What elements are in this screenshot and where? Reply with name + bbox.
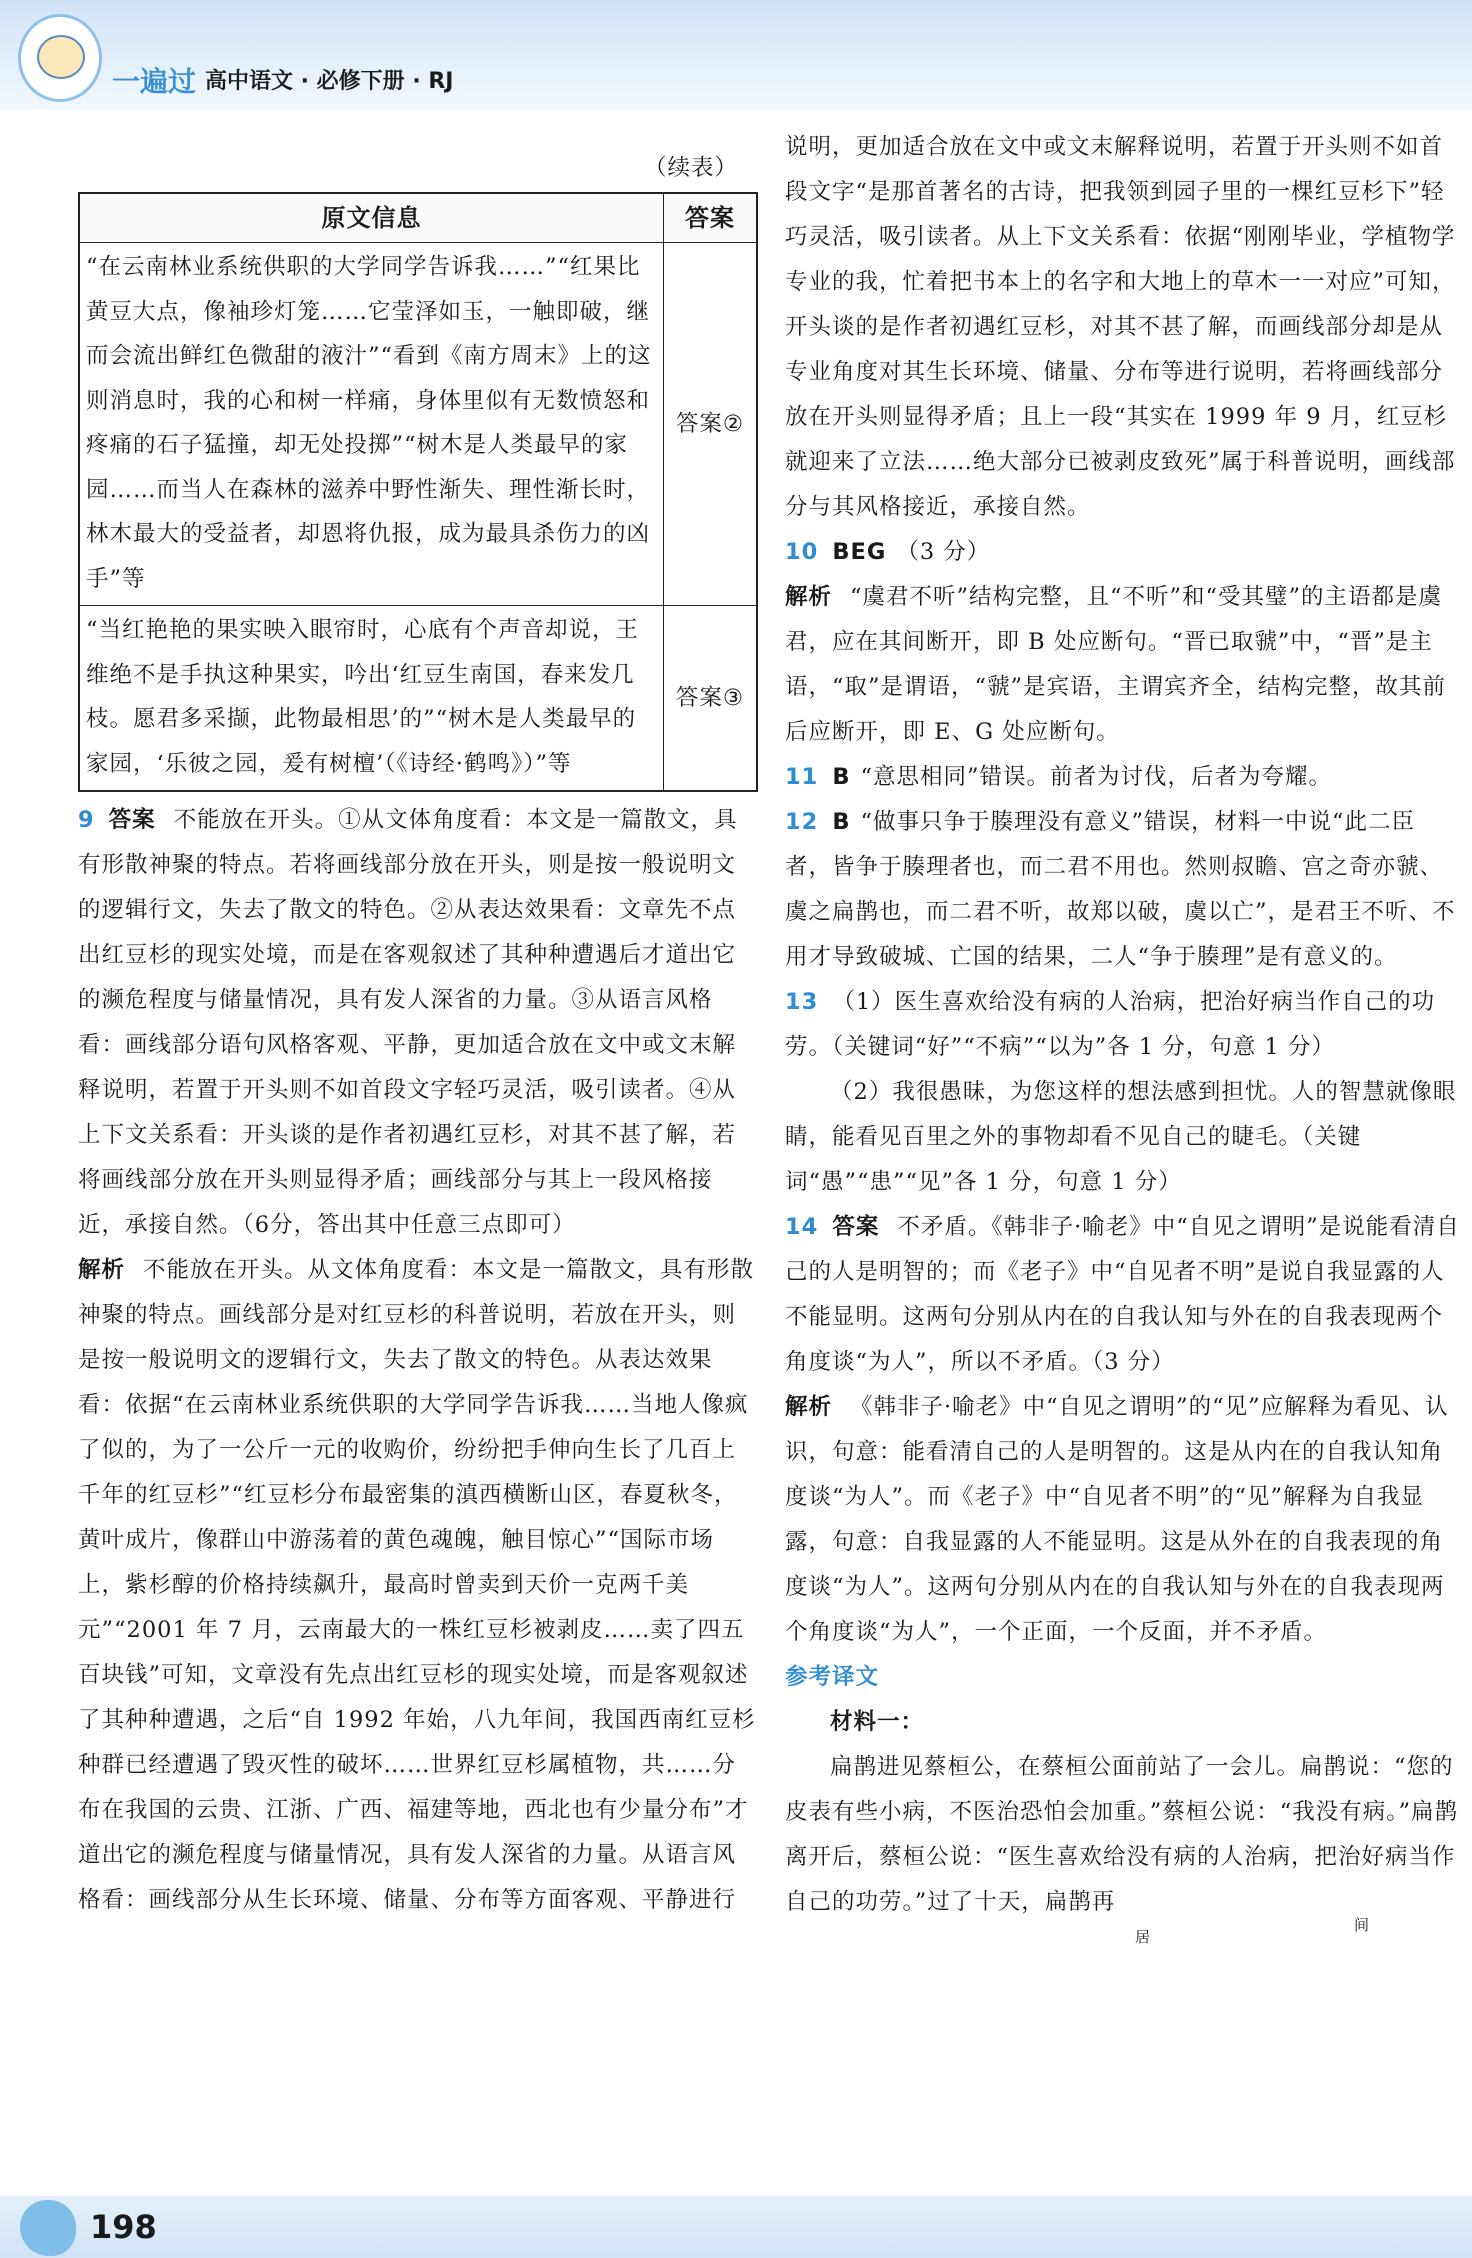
right-column xyxy=(785,125,1460,1949)
q9-analysis-continued: 说明，更加适合放在文中或文末解释说明，若置于开头则不如首段文字“是那首著名的古诗，把我领到园子里的一棵红豆杉下”轻巧灵活，吸引读者。从上下文关系看：依据“刚刚毕业，学植物学专业的我，忙着把书本上的名字和大地上的草木一一对应”可知，开头谈的是作者初遇红豆杉，对其不甚了解，而画线部分却是从专业角度对其生长环境、储量、分布等进行说明，若将画线部分放在开头则显得矛盾；且上一段“其实在 1999 年 9 月，红豆杉就迎来了立法……绝大部分已被剥皮致死”属于科普说明，画线部分与其风格接近，承接自然。 xyxy=(785,134,1456,520)
table-cell-answer: 答案③ xyxy=(664,606,758,792)
question-9 xyxy=(78,798,758,1923)
q10-score: （3 分） xyxy=(896,539,991,565)
table-header-row xyxy=(79,193,757,243)
q13-part-2: （2）我很愚昧，为您这样的想法感到担忧。人的智慧就像眼睛，能看见百里之外的事物却看不见自己的睫毛。（关键词“愚”“患”“见”各 1 分，句意 1 分） xyxy=(785,1079,1457,1195)
q11-answer: B xyxy=(832,764,851,790)
table-row xyxy=(79,243,757,606)
q11-number: 11 xyxy=(785,764,819,790)
question-12 xyxy=(785,800,1460,980)
table-header-answer: 答案 xyxy=(664,193,758,243)
table-caption: （续表） xyxy=(643,155,738,181)
q14-number: 14 xyxy=(785,1214,819,1240)
q10-analysis xyxy=(785,575,1460,755)
q9-answer-text: 不能放在开头。①从文体角度看：本文是一篇散文，具有形散神聚的特点。若将画线部分放在开头，则是按一般说明文的逻辑行文，失去了散文的特色。②从表达效果看：文章先不点出红豆杉的现实处境，而是在客观叙述了其种种遭遇后才道出它的濒危程度与储量情况，具有发人深省的力量。③从语言风格看：画线部分语句风格客观、平静，更加适合放在文中或文末解释说明，若置于开头则不如首段文字轻巧灵活，吸引读者。④从上下文关系看：开头谈的是作者初遇红豆杉，对其不甚了解，若将画线部分放在开头则显得矛盾；画线部分与其上一段风格接近，承接自然。（6分，答出其中任意三点即可） xyxy=(78,807,738,1238)
q9-analysis-label: 解析 xyxy=(78,1257,126,1283)
q12-text: “做事只争于腠理没有意义”错误，材料一中说“此二臣者，皆争于腠理者也，而二君不用也。然则叔瞻、宫之奇亦虢、虞之扁鹊也，而二君不听，故郑以破，虞以亡”，是君王不听、不用才导致破城、亡国的结果，二人“争于腠理”是有意义的。 xyxy=(785,809,1456,970)
q9-answer xyxy=(78,798,758,1248)
page-header xyxy=(0,0,1472,110)
info-table xyxy=(78,192,758,792)
star-mascot-icon xyxy=(20,2200,76,2256)
translation-text: 扁鹊进见蔡桓公，在蔡桓公面前站了一会儿。扁鹊说：“您的皮表有些小病，不医治恐怕会加重。”蔡桓公说：“我没有病。”扁鹊离开后，蔡桓公说：“医生喜欢给没有病的人治病，把治好病当作自己的功劳。”过了十天，扁鹊再 xyxy=(785,1754,1459,1915)
question-14 xyxy=(785,1205,1460,1385)
translation-title: 参考译文 xyxy=(785,1664,880,1690)
book-title: 高中语文 · 必修下册 · RJ xyxy=(205,69,454,94)
page-footer xyxy=(0,2196,1472,2258)
mascot-logo-icon xyxy=(18,14,102,102)
page-number: 198 xyxy=(90,2208,157,2246)
q10-analysis-label: 解析 xyxy=(785,584,833,610)
q10-answer: BEG xyxy=(832,539,887,565)
q12-answer: B xyxy=(832,809,851,835)
q14-answer-label: 答案 xyxy=(832,1214,880,1240)
q11-text: “意思相同”错误。前者为讨伐，后者为夸耀。 xyxy=(860,764,1332,790)
table-cell-answer: 答案② xyxy=(664,243,758,606)
table-cell-text: “在云南林业系统供职的大学同学告诉我……”“红果比黄豆大点，像袖珍灯笼……它莹泽如玉，一触即破，继而会流出鲜红色微甜的液汁”“看到《南方周末》上的这则消息时，我的心和树一样痛，身体里似有无数愤怒和疼痛的石子猛撞，却无处投掷”“树木是人类最早的家园……而当人在森林的滋养中野性渐失、理性渐长时，林木最大的受益者，却恩将仇报，成为最具杀伤力的凶手”等 xyxy=(79,243,664,606)
gloss-note: 间 xyxy=(1353,1916,1370,1934)
table-cell-text: “当红艳艳的果实映入眼帘时，心底有个声音却说，王维绝不是手执这种果实，吟出‘红豆生南国，春来发几枝。愿君多采撷，此物最相思’的”“树木是人类最早的家园，‘乐彼之园，爰有树檀’（《诗经·鹤鸣》）”等 xyxy=(79,606,664,792)
translation-material-label: 材料一： xyxy=(830,1709,925,1735)
q9-answer-label: 答案 xyxy=(108,807,156,833)
q14-answer-text: 不矛盾。《韩非子·喻老》中“自见之谓明”是说能看清自己的人是明智的；而《老子》中“自见者不明”是说自我显露的人不能显明。这两句分别从内在的自我认知与外在的自我表现两个角度谈“为人”，所以不矛盾。（3 分） xyxy=(785,1214,1460,1375)
q14-analysis xyxy=(785,1385,1460,1655)
question-10 xyxy=(785,530,1460,575)
q13-part-1: （1）医生喜欢给没有病的人治病，把治好病当作自己的功劳。（关键词“好”“不病”“以为”各 1 分，句意 1 分） xyxy=(785,989,1436,1060)
q13-number: 13 xyxy=(785,989,819,1015)
q9-number: 9 xyxy=(78,807,95,833)
q14-analysis-text: 《韩非子·喻老》中“自见之谓明”的“见”应解释为看见、认识，句意：能看清自己的人是明智的。这是从内在的自我认知角度谈“为人”。而《老子》中“自见者不明”的“见”解释为自我显露，句意：自我显露的人不能显明。这是从外在的自我表现的角度谈“为人”。这两句分别从内在的自我认知与外在的自我表现两个角度谈“为人”，一个正面，一个反面，并不矛盾。 xyxy=(785,1394,1449,1645)
question-11 xyxy=(785,755,1460,800)
q10-number: 10 xyxy=(785,539,819,565)
q9-analysis-text: 不能放在开头。从文体角度看：本文是一篇散文，具有形散神聚的特点。画线部分是对红豆杉的科普说明，若放在开头，则是按一般说明文的逻辑行文，失去了散文的特色。从表达效果看：依据“在云南林业系统供职的大学同学告诉我……当地人像疯了似的，为了一公斤一元的收购价，纷纷把手伸向生长了几百上千年的红豆杉”“红豆杉分布最密集的滇西横断山区，春夏秋冬，黄叶成片，像群山中游荡着的黄色魂魄，触目惊心”“国际市场上，紫杉醇的价格持续飙升，最高时曾卖到天价一克两千美元”“2001 年 7 月，云南最大的一株红豆杉被剥皮……卖了四五百块钱”可知，文章没有先点出红豆杉的现实处境，而是客观叙述了其种种遭遇，之后“自 1992 年始，八九年间，我国西南红豆杉种群已经遭遇了毁灭性的破坏……世界红豆杉属植物，共……分布在我国的云贵、江浙、广西、福建等地，西北也有少量分布”才道出它的濒危程度与储量情况，具有发人深省的力量。从语言风格看：画线部分从生长环境、储量、分布等方面客观、平静进行 xyxy=(78,1257,756,1913)
brand-name: 一遍过 xyxy=(112,65,197,98)
question-13 xyxy=(785,980,1460,1070)
q12-number: 12 xyxy=(785,809,819,835)
table-row xyxy=(79,606,757,792)
table-header-source: 原文信息 xyxy=(79,193,664,243)
left-column xyxy=(78,148,758,1923)
q14-analysis-label: 解析 xyxy=(785,1394,833,1420)
q9-analysis xyxy=(78,1248,758,1923)
q10-analysis-text: “虞君不听”结构完整，且“不听”和“受其璧”的主语都是虞君，应在其间断开，即 B 处应断句。“晋已取虢”中，“晋”是主语，“取”是谓语，“虢”是宾语，主谓宾齐全，结构完整，故其前后应断开，即 E、G 处应断句。 xyxy=(785,584,1447,745)
gloss-note: 居 xyxy=(1135,1928,1152,1946)
